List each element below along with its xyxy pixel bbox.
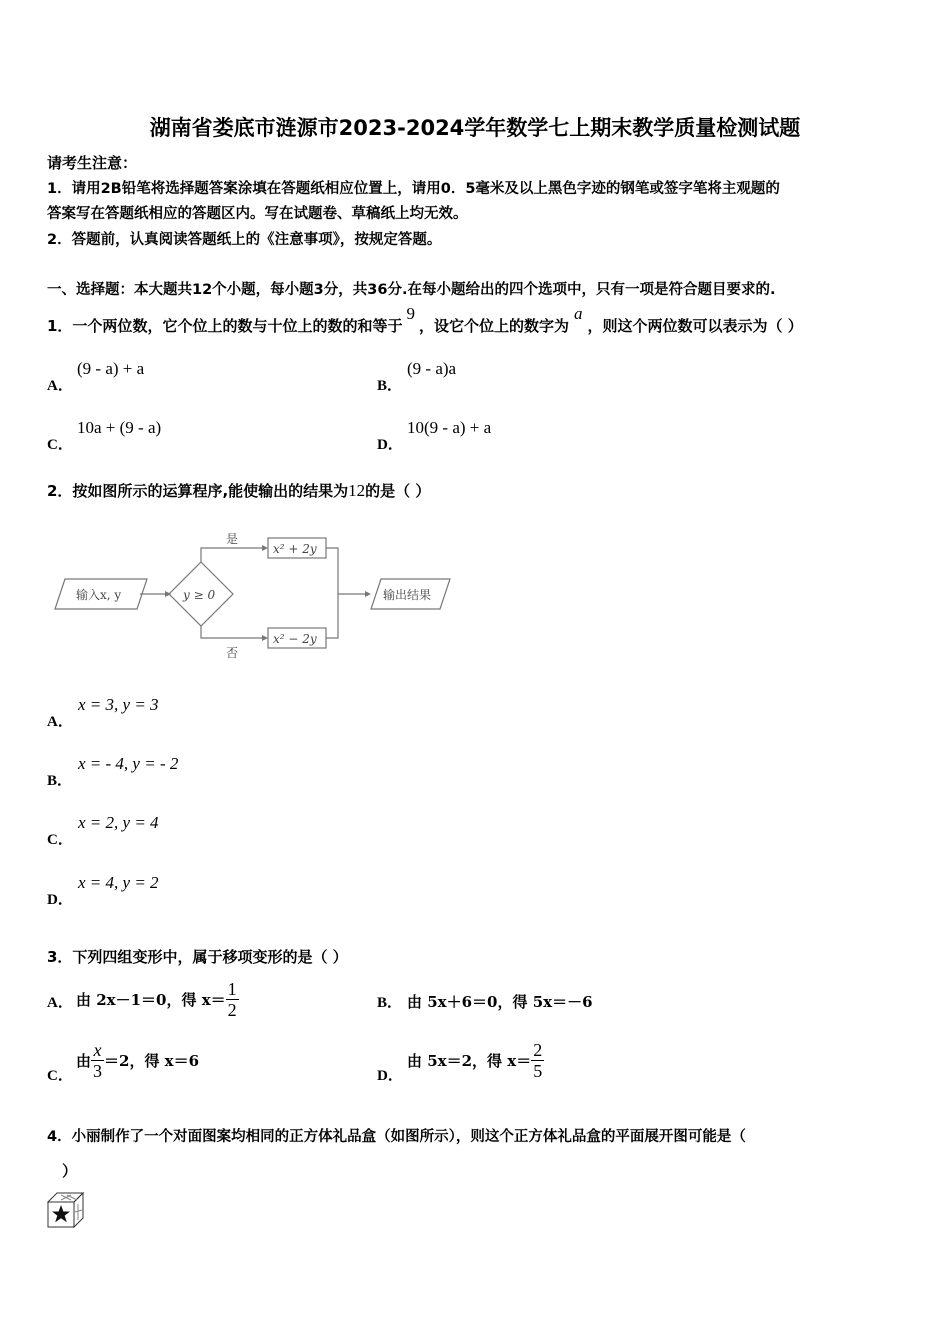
q3-option-c-pre: 由 [76,1052,92,1070]
question-2-number: 12 [348,481,366,500]
q2-option-d-expr: x = 4, y = 2 [78,873,159,892]
q3-option-c-fraction [91,1040,104,1081]
q3-option-a-fraction [226,979,239,1020]
q2-option-c-label: C． [47,832,73,848]
q2-option-a-label: A． [47,714,73,730]
section-heading: 一、选择题：本大题共12个小题，每小题3分，共36分.在每小题给出的四个选项中，只有一项是符合题目要求的. [47,282,776,298]
flowchart-merge [326,548,338,638]
q3-option-c-denominator: 3 [93,1061,103,1081]
q1-option-c-label: C． [47,437,73,453]
notice-line-3: 2．答题前，认真阅读答题纸上的《注意事项》，按规定答题。 [47,232,442,248]
q3-option-d-numerator: 2 [533,1040,543,1060]
q2-option-b-expr: x = - 4, y = - 2 [78,754,179,773]
q1-option-d-expr: 10(9 - a) + a [407,418,492,437]
q3-option-d-denominator: 5 [533,1061,543,1081]
page-title: 湖南省娄底市涟源市2023-2024学年数学七上期末教学质量检测试题 [149,116,801,140]
question-1-sup-9: 9 [406,304,415,323]
question-4-stem: 4．小丽制作了一个对面图案均相同的正方体礼品盒（如图所示），则这个正方体礼品盒的平面展开图可能是（ [47,1129,746,1145]
q3-option-d-text: 由 5x＝2，得 x＝ [407,1052,532,1070]
q1-option-c-expr: 10a + (9 - a) [77,418,162,437]
q1-option-b-expr: (9 - a)a [407,359,457,378]
q3-option-d [407,1040,544,1081]
notice-heading: 请考生注意： [47,154,138,172]
gift-box-cube-figure [45,1190,87,1230]
flowchart-no-label: 否 [226,646,239,660]
flowchart-yes-path [201,548,262,562]
flowchart-top-formula: x² + 2y [273,542,317,556]
notice-line-2: 答案写在答题纸相应的答题区内。写在试题卷、草稿纸上均无效。 [47,206,468,222]
flowchart-yes-label: 是 [226,532,239,546]
notice-line-1: 1．请用2B铅笔将选择题答案涂填在答题纸相应位置上，请用0．5毫米及以上黑色字迹的钢笔或签字笔将主观题的 [47,181,780,197]
q3-option-a-numerator: 1 [227,979,237,999]
question-1-stem-b: ，设它个位上的数字为 [418,317,569,335]
flowchart-output-label: 输出结果 [383,588,432,602]
q1-option-d-label: D． [377,437,403,453]
q3-option-c [76,1040,199,1081]
q3-option-c-label: C． [47,1068,73,1084]
q2-option-c-expr: x = 2, y = 4 [78,813,159,832]
question-4-close: ） [62,1162,78,1180]
flowchart [40,512,460,662]
q3-option-a-text: 由 2x－1＝0，得 x＝ [76,991,226,1009]
question-3-stem: 3．下列四组变形中，属于移项变形的是（ ） [47,948,348,966]
flowchart-input-label: 输入x, y [76,588,122,602]
q3-option-b-label: B． [377,995,403,1011]
q2-option-b-label: B． [47,773,73,789]
q3-option-d-fraction [531,1040,544,1081]
q3-option-a-label: A． [47,995,73,1011]
question-1-stem-a: 1．一个两位数，它个位上的数与十位上的数的和等于 [47,317,403,335]
q3-option-b-text: 由 5x＋6＝0，得 5x＝－6 [407,993,593,1011]
question-2-stem [47,480,430,501]
q2-option-a-expr: x = 3, y = 3 [78,695,159,714]
q1-option-b-label: B． [377,378,403,394]
flowchart-no-path [201,626,262,638]
q2-option-d-label: D． [47,892,73,908]
q3-option-c-post: ＝2，得 x＝6 [104,1052,200,1070]
star-icon [52,1205,70,1222]
q3-option-a-denominator: 2 [227,1000,237,1020]
question-1-sup-a: a [573,304,583,323]
q3-option-d-label: D． [377,1068,403,1084]
q1-option-a-label: A． [47,378,73,394]
question-2-stem-b: 的是（ ） [365,482,431,500]
question-1-stem [47,304,803,336]
question-2-stem-a: 2．按如图所示的运算程序,能使输出的结果为 [47,482,349,500]
question-1-stem-c: ，则这个两位数可以表示为（ ） [587,317,803,335]
q3-option-a [76,979,239,1020]
flowchart-condition-label: y ≥ 0 [183,588,216,602]
q3-option-c-numerator: x [91,1040,104,1061]
flowchart-bottom-formula: x² − 2y [273,632,317,646]
q1-option-a-expr: (9 - a) + a [77,359,145,378]
